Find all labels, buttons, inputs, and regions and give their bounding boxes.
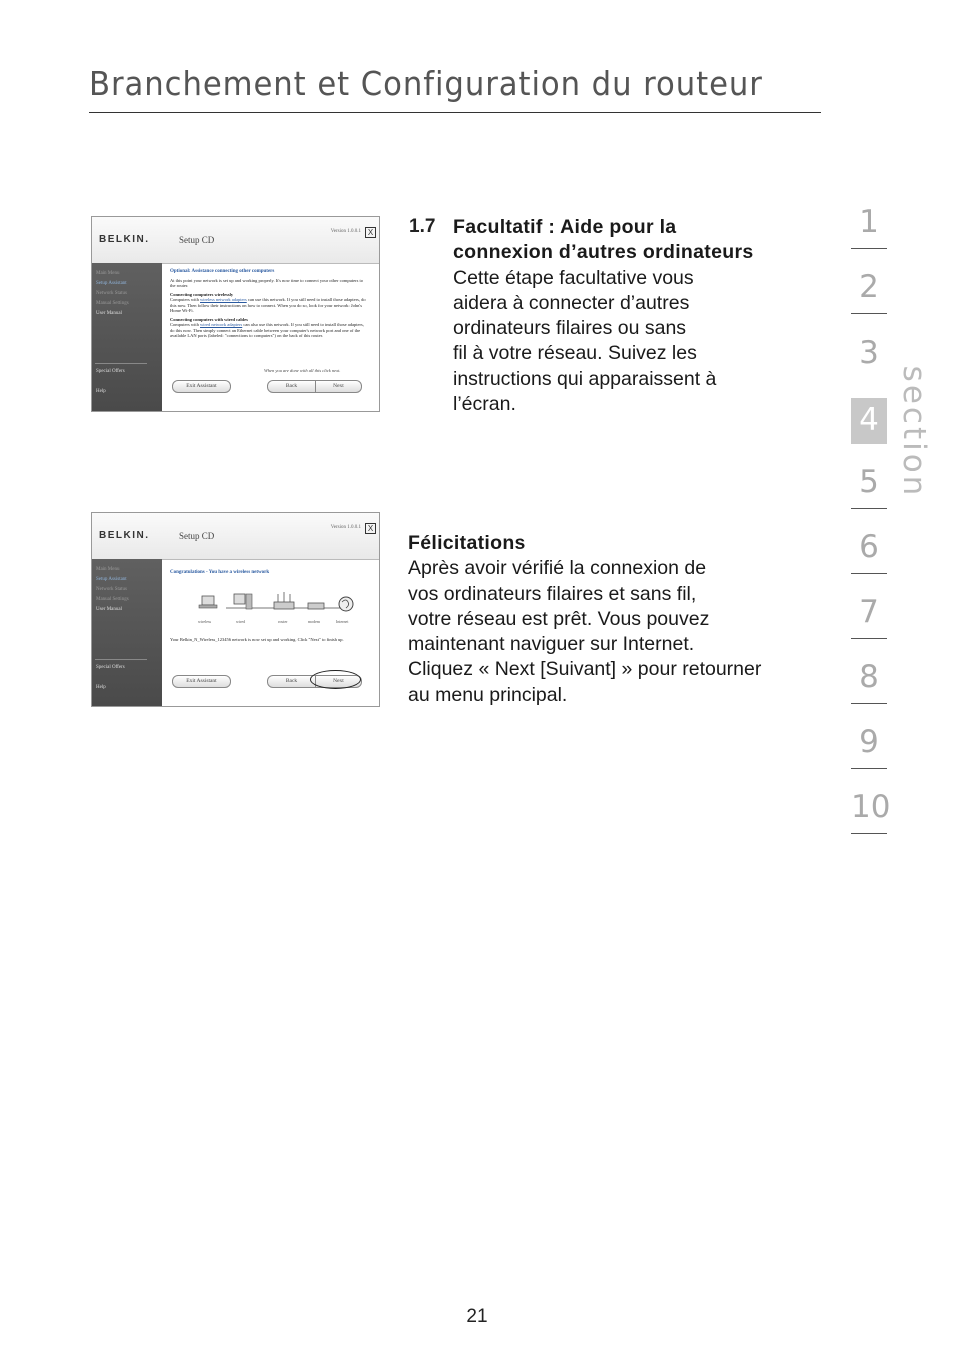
section-item-5[interactable]: 5 — [851, 444, 887, 509]
app-sidebar — [92, 263, 162, 411]
version-label: Version 1.0.0.1 — [330, 229, 361, 234]
section-item-1[interactable]: 1 — [851, 184, 887, 249]
app-title: Setup CD — [179, 531, 215, 541]
wireless-adapters-link[interactable]: wireless network adapters — [200, 297, 247, 302]
content-intro: At this point your network is set up and working properly. It's now time to connect your other computers to the router. — [170, 277, 363, 288]
congrats-line-2: vos ordinateurs filaires et sans fil, — [408, 582, 697, 605]
sidebar-item-user-manual[interactable]: User Manual — [96, 311, 122, 316]
app-header — [92, 217, 379, 264]
network-diagram-icon — [196, 586, 366, 618]
sidebar-item-special-offers[interactable]: Special Offers — [96, 665, 125, 670]
exit-assistant-button[interactable]: Exit Assistant — [172, 380, 231, 393]
sidebar-item-user-manual[interactable]: User Manual — [96, 607, 122, 612]
section-label: section — [896, 365, 932, 499]
congrats-heading: Félicitations — [408, 532, 526, 554]
sidebar-divider — [95, 659, 147, 660]
congrats-line-3: votre réseau est prêt. Vous pouvez — [408, 607, 710, 630]
step-body-line-6: l’écran. — [453, 393, 516, 416]
sidebar-divider — [95, 363, 147, 364]
section-item-3[interactable]: 3 — [859, 335, 879, 371]
step-body-line-2: aidera à connecter d’autres — [453, 291, 690, 314]
sidebar-item-manual-settings[interactable]: Manual Settings — [96, 597, 129, 602]
sidebar-item-main-menu[interactable]: Main Menu — [96, 271, 120, 276]
wired-adapters-link[interactable]: wired network adapters — [200, 322, 243, 327]
next-button[interactable]: Next — [315, 675, 362, 688]
diagram-label-wireless: wireless — [198, 619, 212, 624]
close-icon[interactable]: X — [365, 523, 376, 534]
content-title: Optional: Assistance connecting other computers — [170, 269, 275, 274]
congrats-line-4: maintenant naviguer sur Internet. — [408, 633, 695, 656]
step-body-line-3: ordinateurs filaires ou sans — [453, 317, 687, 340]
page-title: Branchement et Configuration du routeur — [89, 64, 763, 103]
section-item-9[interactable]: 9 — [851, 704, 887, 769]
step-body-line-5: instructions qui apparaissent à — [453, 367, 717, 390]
section-item-4-active[interactable]: 4 — [851, 398, 887, 444]
diagram-label-internet: Internet — [336, 619, 349, 624]
sidebar-item-help[interactable]: Help — [96, 389, 106, 394]
step-number: 1.7 — [409, 216, 436, 237]
wireless-text: Computers with wireless network adapters can use this network. If you still need to install those adapters, do this now. Then follow their instructions on how to connect. When you do so, look for your network: John's Home Wi-Fi. — [170, 297, 366, 313]
wireless-heading: Connecting computers wirelessly — [170, 291, 234, 297]
belkin-logo: BELKIN. — [99, 234, 150, 245]
diagram-label-wired: wired — [236, 619, 246, 624]
page-header — [89, 62, 821, 113]
next-button[interactable]: Next — [315, 380, 362, 393]
completion-message: Your Belkin_N_Wireless_123456 network is now set up and working. Click "Next" to finish up. — [170, 637, 344, 642]
app-content — [170, 269, 367, 340]
congrats-line-6: au menu principal. — [408, 683, 568, 706]
screenshot-optional-assistance — [91, 216, 380, 412]
sidebar-item-manual-settings[interactable]: Manual Settings — [96, 301, 129, 306]
page-number: 21 — [466, 1306, 488, 1327]
network-diagram — [196, 586, 366, 628]
section-item-6[interactable]: 6 — [851, 509, 887, 574]
sidebar-item-setup-assistant[interactable]: Setup Assistant — [96, 281, 127, 286]
step-heading-line-1: Facultatif : Aide pour la — [453, 216, 677, 238]
wired-heading: Connecting computers with wired cables — [170, 316, 248, 322]
section-nav — [851, 184, 891, 834]
step-body-line-1: Cette étape facultative vous — [453, 266, 694, 289]
exit-assistant-button[interactable]: Exit Assistant — [172, 675, 231, 688]
wired-text: Computers with wired network adapters can also use this network. If you still need to install those adapters, do this now. Then simply connect an Ethernet cable between your computer's network port and one of the available LAN ports (labeled: "connections to computers") on the back of this router. — [170, 322, 364, 338]
section-item-8[interactable]: 8 — [851, 639, 887, 704]
sidebar-item-network-status[interactable]: Network Status — [96, 587, 127, 592]
congrats-line-5: Cliquez « Next [Suivant] » pour retourner — [408, 658, 762, 681]
hint-text: When you are done with all this click next. — [264, 368, 341, 373]
section-item-2[interactable]: 2 — [851, 249, 887, 314]
step-body-line-4: fil à votre réseau. Suivez les — [453, 342, 697, 365]
sidebar-item-special-offers[interactable]: Special Offers — [96, 369, 125, 374]
back-button[interactable]: Back — [267, 675, 316, 688]
step-1-7-text — [453, 215, 753, 417]
congrats-line-1: Après avoir vérifié la connexion de — [408, 557, 707, 580]
congratulations-text — [408, 531, 761, 708]
section-item-7[interactable]: 7 — [851, 574, 887, 639]
section-item-10[interactable]: 10 — [851, 769, 887, 834]
sidebar-item-main-menu[interactable]: Main Menu — [96, 567, 120, 572]
close-icon[interactable]: X — [365, 227, 376, 238]
diagram-label-router: router — [278, 619, 288, 624]
app-sidebar — [92, 559, 162, 706]
app-header — [92, 513, 379, 560]
back-button[interactable]: Back — [267, 380, 316, 393]
content-title: Congratulations - You have a wireless network — [170, 570, 270, 575]
sidebar-item-setup-assistant[interactable]: Setup Assistant — [96, 577, 127, 582]
sidebar-item-help[interactable]: Help — [96, 685, 106, 690]
version-label: Version 1.0.0.1 — [330, 525, 361, 530]
screenshot-congratulations — [91, 512, 380, 707]
next-highlight-ring — [310, 670, 361, 689]
sidebar-item-network-status[interactable]: Network Status — [96, 291, 127, 296]
step-heading-line-2: connexion d’autres ordinateurs — [453, 241, 754, 264]
diagram-label-modem: modem — [308, 619, 320, 624]
app-content — [170, 570, 367, 579]
app-title: Setup CD — [179, 235, 215, 245]
belkin-logo: BELKIN. — [99, 530, 150, 541]
